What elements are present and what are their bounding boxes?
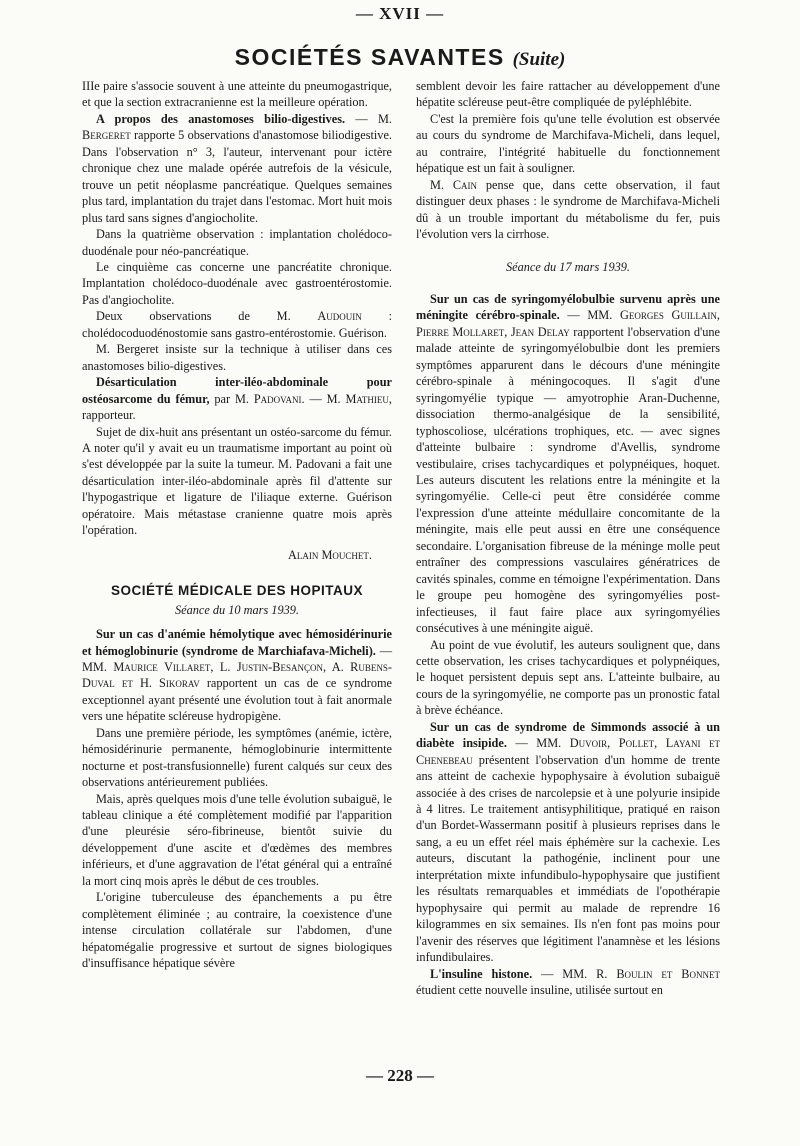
seance-date: Séance du 10 mars 1939. [175,602,299,617]
author-names: Georges Guillain, Pierre Mollaret, Jean Delay [416,308,720,339]
author-names: Maurice Villaret, L. Justin-Besançon, A. Rubens-Duval et H. Sikorav [82,659,392,691]
paragraph: M. Cain pense que, dans cette observation, il faut distinguer deux phases : le syndrome de Marchifava-Micheli dû à un trouble important du métabolisme du fer, puis l'évolution vers la cirrhose. [416,177,720,242]
paragraph: A propos des anastomoses bilio-digestives. — M. Bergeret rapporte 5 observations d'anastomose biliodigestive. Dans l'observation n° 3, l'auteur, intervenant pour ictère chronique chez une malade opérée autrefois de la vésicule, trouve un petit néoplasme pancréatique. Quelques semaines plus tard, implantation du trajet dans l'estomac. Mort huit mois plus tard sans signes d'angiocholite. [82,111,392,225]
signature: Alain Mouchet. [288,547,372,562]
left-column [82,78,392,972]
article-title: A propos des anastomoses bilio-digestives. [96,111,346,126]
page-top-number: — XVII — [355,4,445,23]
paragraph: Dans la quatrième observation : implantation cholédoco-duodénale pour néo-pancréatique. [82,227,392,258]
article-title: L'insuline histone. [430,966,533,981]
paragraph: Le cinquième cas concerne une pancréatite chronique. Implantation cholédoco-duodénale avec gastroentérostomie. Pas d'angiocholite. [82,259,392,307]
paragraph: Désarticulation inter-iléo-abdominale pour ostéosarcome du fémur, par M. Padovani. — M. Mathieu, rapporteur. [82,375,392,423]
author-names: Boulin et Bonnet [616,966,720,981]
article-title: Sur un cas de syndrome de Simmonds associé à un diabète insipide. [416,719,720,751]
author-name: Padovani [253,391,302,406]
paragraph: Deux observations de M. Audouin : cholédocoduodénostomie sans gastro-entérostomie. Guérison. [82,309,392,340]
paragraph: Sur un cas d'anémie hémolytique avec hémosidérinurie et hémoglobinurie (syndrome de Marchiafava-Micheli). — MM. Maurice Villaret, L. Justin-Besançon, A. Rubens-Duval et H. Sikorav rapportent un cas de ce syndrome exceptionnel ayant présenté une évolution tout à fait anormale vers une hépatite scléreuse hydropigène. [82,627,392,724]
author-name: Mathieu [345,391,389,406]
seance-date: Séance du 17 mars 1939. [506,259,630,274]
paragraph: Sujet de dix-huit ans présentant un ostéo-sarcome du fémur. A noter qu'il y avait eu un traumatisme important au point où s'est développée par la suite la tumeur. M. Padovani a fait une désarticulation inter-iléo-abdominale après fil d'attente sur l'hypogastrique et ligature de l'iliaque externe. Guérison opératoire. Mais métastase cranienne quatre mois après l'opération. [82,424,392,538]
paragraph: M. Bergeret insiste sur la technique à utiliser dans ces anastomoses bilio-digestives. [82,342,392,373]
paragraph: Sur un cas de syndrome de Simmonds associé à un diabète insipide. — MM. Duvoir, Pollet, Layani et Chenebeau présentent l'observation d'un homme de trente ans atteint de cachexie hypophysaire à évolution subaiguë associée à des crises de narcolepsie et à une polyurie insipide à 4 litres. Le traitement antisyphilitique, pratiqué en raison d'un Bordet-Wassermann positif à plusieurs reprises dans le sang, a eu un effet réel mais éphémère sur la cachexie. Les auteurs, discutant la pathogénie, inclinent pour une interprétation mixte infundibulo-hypophysaire que justifient les résultats remarquables et immédiats de l'opothérapie hypophysaire qui permit au malade de reprendre 16 kilogrammes en six semaines. Ils n'en font pas moins pour l'avenir des réserves que légitiment l'anamnèse et les lésions infundibulaires. [416,719,720,965]
author-name: Audouin [317,309,362,324]
article-title: Désarticulation inter-iléo-abdominale pour ostéosarcome du fémur, [82,375,392,406]
paragraph: Dans une première période, les symptômes (anémie, ictère, hémosidérinurie permanente, hémoglobinurie intermittente nocturne et post-transfusionnelle) furent calqués sur ceux des observations antérieurement publiées. [82,725,392,790]
paragraph: Sur un cas de syringomyélobulbie survenu après une méningite cérébro-spinale. — MM. Georges Guillain, Pierre Mollaret, Jean Delay rapportent l'observation d'une malade atteinte de syringomyélobulbie dont les premiers symptômes apparurent dans le décours d'une méningite cérébro-spinale à méningocoques. Il s'agit d'une syringomyélie typique — amyotrophie Aran-Duchenne, dissociation thermo-analgésique de la sensibilité, typhoscoliose, ulcérations trophiques, etc. — avec signes d'atteinte bulbaire : syndrome d'Avellis, syndrome vestibulaire, crises tachycardiques et polypnéiques, hoquet. Les auteurs discutent les relations entre la méningite et la syringomyélie. Celle-ci peut être considérée comme l'expression d'une atteinte médullaire concomitante de la méningite, mais elle peut aussi en être une conséquence secondaire. L'organisation fibreuse de la méninge molle peut entraîner des compressions vasculaires génératrices de cavités spinales, comme en témoigne l'expérimentation. Dans le groupe peu homogène des syringomyélies post-infectieuses, il faut faire place aux syringomyélies consécutives à une méningite aiguë. [416,291,720,636]
author-names: Duvoir, Pollet, Layani et Chenebeau [416,736,720,767]
article-title: Sur un cas de syringomyélobulbie survenu après une méningite cérébro-spinale. [416,291,720,323]
header-title: SOCIÉTÉS SAVANTES [234,44,505,70]
author-name: Bergeret [82,128,131,143]
author-name: Cain [452,177,478,192]
paragraph: L'insuline histone. — MM. R. Boulin et Bonnet étudient cette nouvelle insuline, utilisée surtout en [416,966,720,998]
paragraph: Au point de vue évolutif, les auteurs soulignent que, dans cette observation, les crises tachycardiques et polypnéiques, le hoquet persistent depuis sept ans. L'atteinte bulbaire, au cours de la syringomyélie, ne comporte pas un pronostic fatal à brève échéance. [416,637,720,718]
section-title: SOCIÉTÉ MÉDICALE DES HOPITAUX [110,583,364,599]
paragraph: L'origine tuberculeuse des épanchements a pu être complètement éliminée ; au contraire, la coexistence d'une intense circulation collatérale sur l'abdomen, d'une hépatomégalie progressive et surtout de signes biologiques d'insuffisance hépatique sévère [82,890,392,971]
right-column [416,78,720,998]
paragraph: Mais, après quelques mois d'une telle évolution subaiguë, le tableau clinique a été complètement modifié par l'apparition d'une pleurésie séro-fibrineuse, bientôt suivie du développement d'une ascite et d'œdèmes des membres inférieurs, et d'une aggravation de l'état général qui a entraîné la mort cinq mois après le début de ces troubles. [82,791,392,888]
header-suite: (Suite) [512,49,566,70]
page-number: — 228 — [366,1066,434,1085]
page-header [0,44,800,71]
paragraph: C'est la première fois qu'une telle évolution est observée au cours du syndrome de Marchifava-Micheli, dans lequel, au contraire, l'intégrité habituelle du fonctionnement hépatique est un fait à souligner. [416,111,720,176]
paragraph: IIIe paire s'associe souvent à une atteinte du pneumogastrique, et que la section extracranienne est la meilleure opération. [82,79,392,110]
article-title: Sur un cas d'anémie hémolytique avec hémosidérinurie et hémoglobinurie (syndrome de Marchiafava-Micheli). [82,627,392,658]
paragraph: semblent devoir les faire rattacher au développement d'une hépatite scléreuse peut-être compliquée de pyléphlébite. [416,79,720,110]
